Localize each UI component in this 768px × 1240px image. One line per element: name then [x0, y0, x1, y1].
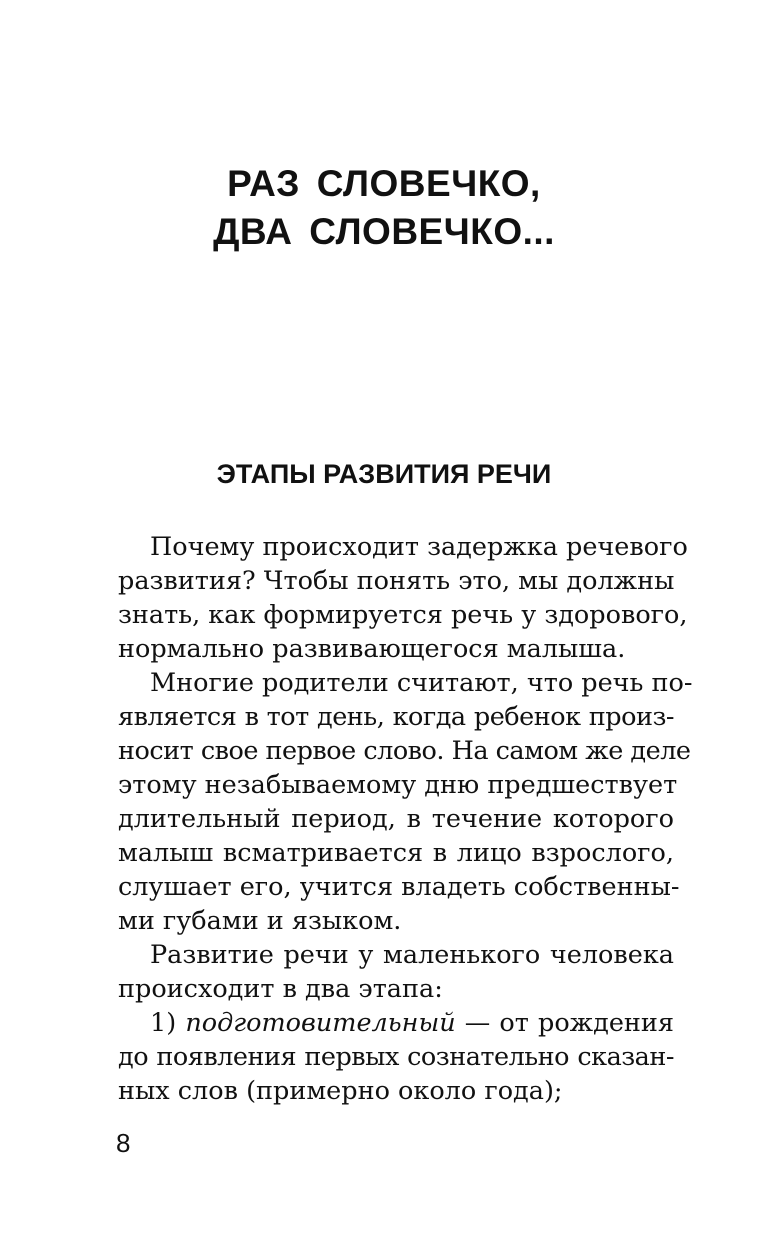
body-text: [118, 530, 693, 1108]
list-item-first-line: [118, 1006, 674, 1040]
list-item-number: 1): [150, 1008, 177, 1038]
text-line: Развитие речи у маленького человека: [150, 940, 674, 970]
text-line: Почему происходит задержка речевого: [150, 532, 688, 562]
section-title: ЭТАПЫ РАЗВИТИЯ РЕЧИ: [216, 459, 552, 489]
paragraph-1: [118, 530, 688, 666]
text-line: ми губами и языком.: [118, 906, 402, 936]
paragraph-3: [118, 938, 674, 1006]
text-line: происходит в два этапа:: [118, 974, 443, 1004]
text-line: длительный период, в течение которого: [118, 804, 674, 834]
chapter-title-line-2: ДВА СЛОВЕЧКО...: [213, 211, 555, 252]
chapter-title: [0, 160, 768, 256]
text-line: слушает его, учится владеть собственны-: [118, 872, 680, 902]
text-line: знать, как формируется речь у здорового,: [118, 600, 688, 630]
text-line: Многие родители считают, что речь по-: [150, 668, 693, 698]
text-line: развития? Чтобы понять это, мы должны: [118, 566, 675, 596]
text-line: нормально развивающегося малыша.: [118, 634, 626, 664]
text-line: является в тот день, когда ребенок произ-: [118, 702, 674, 732]
text-line: ных слов (примерно около года);: [118, 1076, 563, 1106]
paragraph-2: [118, 666, 693, 938]
list-item-1: [118, 1006, 674, 1108]
list-item-rest: — от рождения: [464, 1008, 674, 1038]
list-item-term: подготовительный: [185, 1008, 456, 1038]
text-line: до появления первых сознательно сказан-: [118, 1042, 674, 1072]
text-line: носит свое первое слово. На самом же деле: [118, 736, 691, 766]
text-line: малыш всматривается в лицо взрослого,: [118, 838, 674, 868]
page-number: 8: [116, 1128, 131, 1158]
text-line: этому незабываемому дню предшествует: [118, 770, 678, 800]
chapter-title-line-1: РАЗ СЛОВЕЧКО,: [227, 163, 541, 204]
